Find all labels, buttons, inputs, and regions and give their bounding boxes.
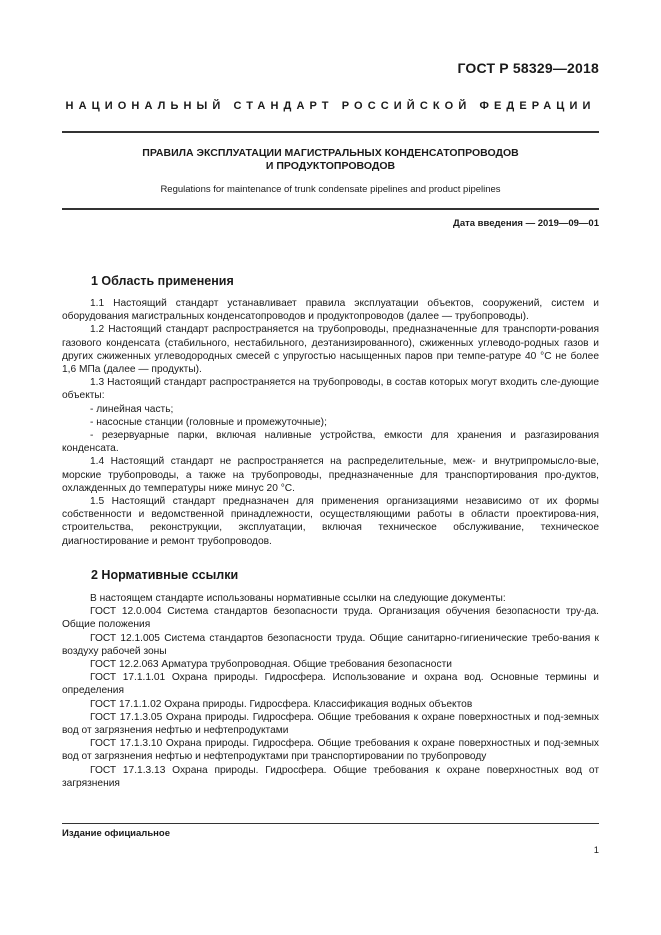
page-number: 1	[593, 845, 599, 856]
reference-item: ГОСТ 17.1.3.13 Охрана природы. Гидросфера. Общие требования к охране поверхностных вод от загрязнения	[62, 764, 599, 789]
english-title: Regulations for maintenance of trunk condensate pipelines and product pipelines	[160, 184, 501, 195]
section-1-heading: 1 Область применения	[91, 274, 234, 288]
top-divider	[62, 131, 599, 133]
national-standard-banner: НАЦИОНАЛЬНЫЙ СТАНДАРТ РОССИЙСКОЙ ФЕДЕРАЦИИ	[65, 100, 596, 112]
gost-number: ГОСТ Р 58329—2018	[457, 60, 599, 76]
footer-divider	[62, 823, 599, 824]
title-line-1: ПРАВИЛА ЭКСПЛУАТАЦИИ МАГИСТРАЛЬНЫХ КОНДЕНСАТОПРОВОДОВ	[142, 147, 519, 159]
official-edition-label: Издание официальное	[62, 828, 170, 839]
paragraph-1-1: 1.1 Настоящий стандарт устанавливает правила эксплуатации объектов, сооружений, систем и оборудования магистральных конденсатопроводов и продуктопроводов (далее — трубопроводы).	[62, 298, 599, 323]
list-item-pump-stations: - насосные станции (головные и промежуточные);	[90, 416, 327, 428]
paragraph-1-4: 1.4 Настоящий стандарт не распространяется на распределительные, меж- и внутрипромысло-вые, морские трубопроводы, а также на трубопроводы, предназначенные для транспортирования про-дуктов, охлажденных до температуры ниже минус 20 °С.	[62, 456, 599, 494]
reference-item: ГОСТ 17.1.3.05 Охрана природы. Гидросфера. Общие требования к охране поверхностных и под-земных вод от загрязнения нефтью и нефтепродуктами	[62, 711, 599, 737]
reference-item: ГОСТ 17.1.1.01 Охрана природы. Гидросфера. Использование и охрана вод. Основные термины и определения	[62, 672, 599, 697]
paragraph-1-2: 1.2 Настоящий стандарт распространяется на трубопроводы, предназначенные для транспорти-рования газового конденсата (стабильного, нестабильного, деэтанизированного), сжиженных углеводо-родных газов и других сжиженных углеводородных смесей с упругостью насыщенных паров при темпе-ратуре 40 °С не более 1,6 МПа (далее — продукты).	[62, 324, 599, 376]
title-line-2: И ПРОДУКТОПРОВОДОВ	[265, 160, 396, 172]
references-intro: В настоящем стандарте использованы нормативные ссылки на следующие документы:	[90, 593, 506, 604]
reference-item: ГОСТ 12.2.063 Арматура трубопроводная. Общие требования безопасности	[90, 659, 452, 671]
section-1-body	[62, 297, 599, 548]
list-item-linear-part: - линейная часть;	[90, 403, 174, 415]
introduction-date: Дата введения — 2019—09—01	[453, 218, 599, 229]
paragraph-1-5: 1.5 Настоящий стандарт предназначен для применения организациями независимо от их формы собственности и ведомственной принадлежности, осуществляющими работы в области проектирова-ния, строительства, реконструкции, эксплуатации, включая техническое обслуживание, техническое диагностирование и ремонт трубопроводов.	[62, 496, 599, 547]
section-2-body	[62, 592, 599, 790]
reference-item: ГОСТ 12.0.004 Система стандартов безопасности труда. Организация обучения безопасности тру-да. Общие положения	[62, 606, 599, 631]
reference-item: ГОСТ 17.1.1.02 Охрана природы. Гидросфера. Классификация водных объектов	[90, 698, 473, 710]
reference-item: ГОСТ 17.1.3.10 Охрана природы. Гидросфера. Общие требования к охране поверхностных и под-земных вод от загрязнения нефтью и нефтепродуктами при транспортировании по трубопроводу	[62, 738, 599, 763]
reference-item: ГОСТ 12.1.005 Система стандартов безопасности труда. Общие санитарно-гигиенические требо-вания к воздуху рабочей зоны	[62, 632, 599, 657]
section-2-heading: 2 Нормативные ссылки	[91, 568, 239, 582]
title-divider	[62, 208, 599, 210]
paragraph-1-3: 1.3 Настоящий стандарт распространяется на трубопроводы, в состав которых могут входить сле-дующие объекты:	[62, 377, 599, 402]
document-title	[62, 147, 599, 173]
list-item-tank-farms: - резервуарные парки, включая наливные устройства, емкости для хранения и разгазирования конденсата.	[62, 430, 599, 455]
